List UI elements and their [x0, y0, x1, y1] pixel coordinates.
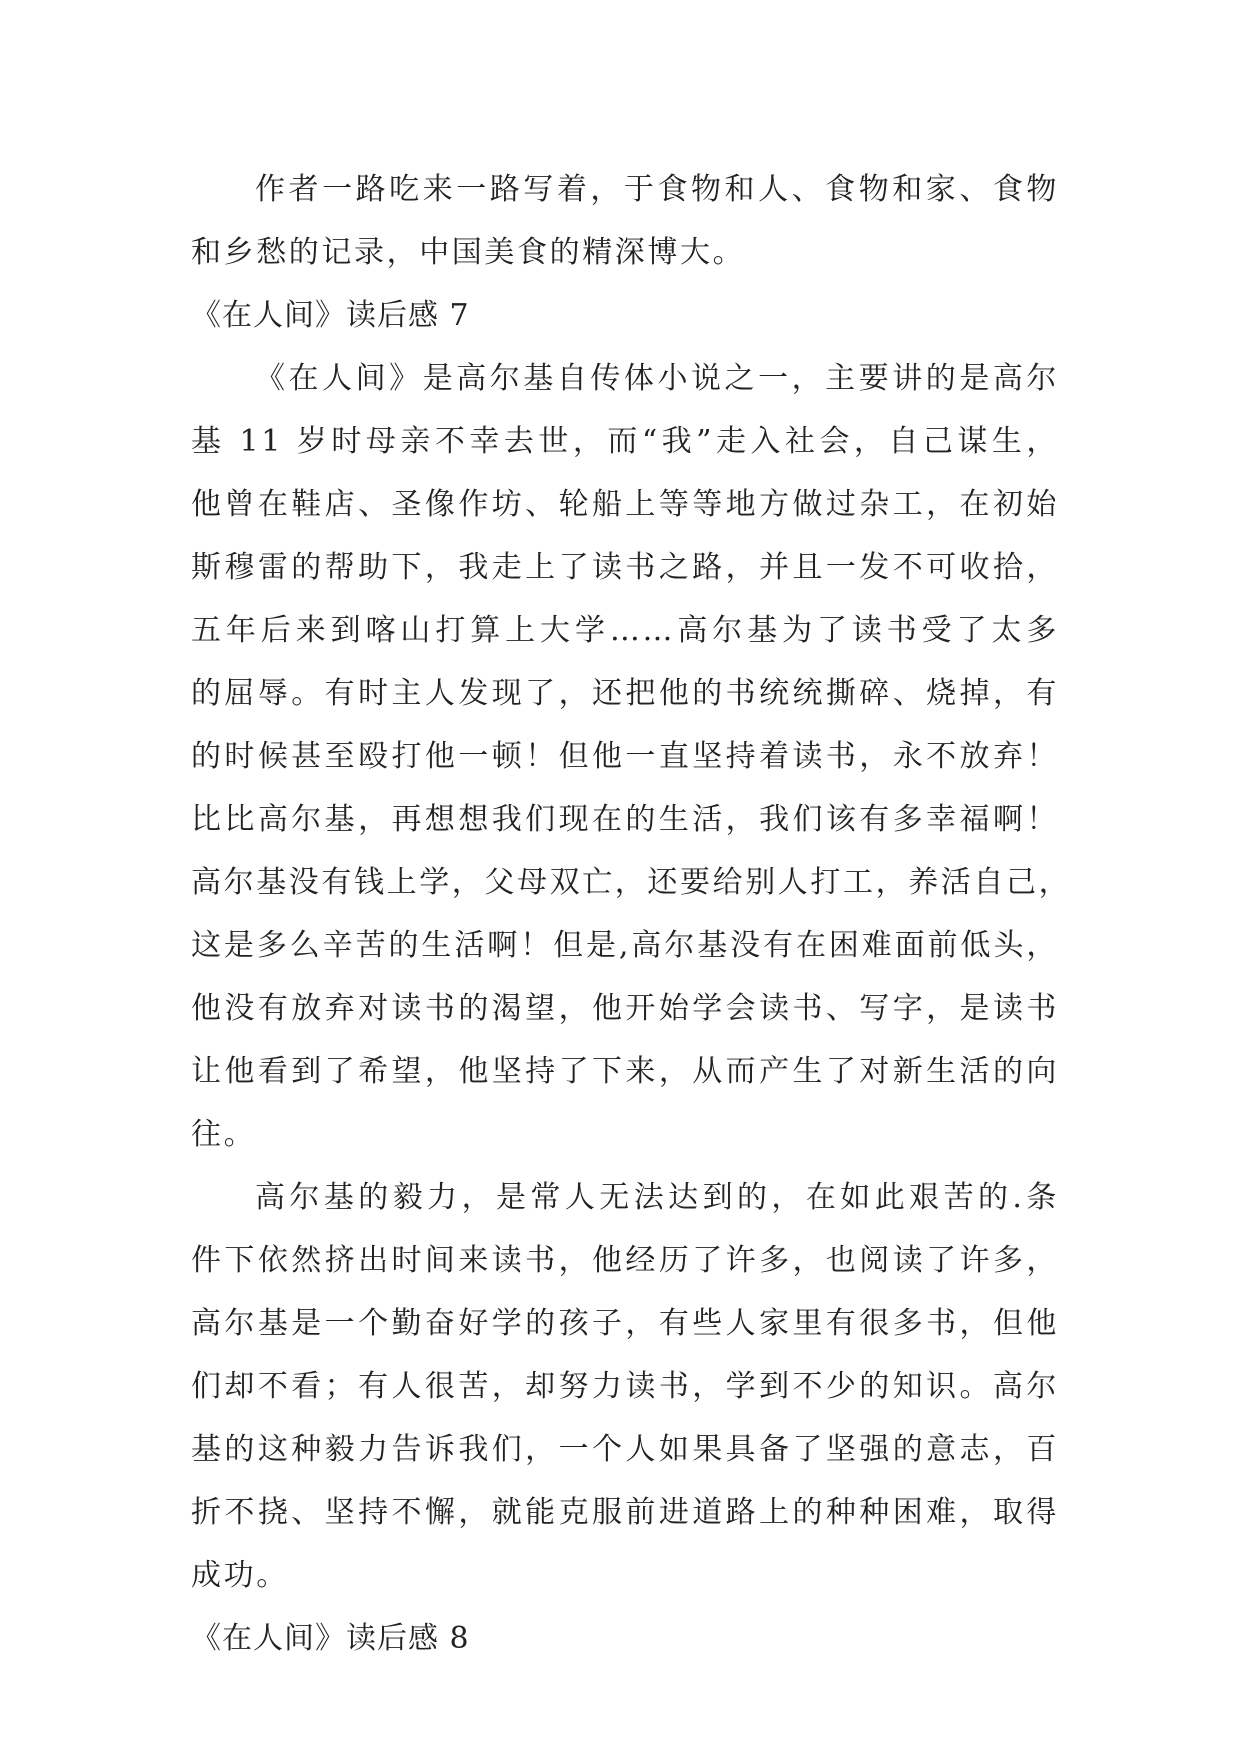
text-line: 让他看到了希望，他坚持了下来，从而产生了对新生活的向 — [191, 1054, 1059, 1089]
text-line: 折不挠、坚持不懈，就能克服前进道路上的种种困难，取得 — [191, 1495, 1059, 1530]
text-line: 高尔基没有钱上学，父母双亡，还要给别人打工，养活自己， — [191, 865, 1072, 900]
text-line: 高尔基的毅力，是常人无法达到的，在如此艰苦的.条 — [255, 1180, 1059, 1215]
section-heading-7: 《在人间》读后感 7 — [191, 298, 470, 333]
text-line: 基 11 岁时母亲不幸去世，而“我”走入社会，自己谋生， — [191, 424, 1059, 459]
text-line: 成功。 — [191, 1558, 289, 1593]
text-line: 的时候甚至殴打他一顿！但他一直坚持着读书，永不放弃！ — [191, 739, 1059, 774]
text-line: 作者一路吃来一路写着，于食物和人、食物和家、食物 — [255, 172, 1059, 207]
text-line: 这是多么辛苦的生活啊！但是,高尔基没有在困难面前低头， — [191, 928, 1059, 963]
paragraph-food-writing — [191, 158, 1059, 284]
text-line: 他曾在鞋店、圣像作坊、轮船上等等地方做过杂工，在初始 — [191, 487, 1059, 522]
text-line: 斯穆雷的帮助下，我走上了读书之路，并且一发不可收拾， — [191, 550, 1059, 585]
section-heading-8: 《在人间》读后感 8 — [191, 1621, 470, 1656]
text-line: 他没有放弃对读书的渴望，他开始学会读书、写字，是读书 — [191, 991, 1059, 1026]
text-line: 基的这种毅力告诉我们，一个人如果具备了坚强的意志，百 — [191, 1432, 1059, 1467]
text-line: 《在人间》是高尔基自传体小说之一，主要讲的是高尔 — [255, 361, 1059, 396]
text-line: 往。 — [191, 1117, 257, 1152]
text-line: 们却不看；有人很苦，却努力读书，学到不少的知识。高尔 — [191, 1369, 1059, 1404]
text-line: 件下依然挤出时间来读书，他经历了许多，也阅读了许多， — [191, 1243, 1059, 1278]
text-line: 的屈辱。有时主人发现了，还把他的书统统撕碎、烧掉，有 — [191, 676, 1059, 711]
document-body — [191, 158, 1072, 1670]
paragraph-gorky-perseverance — [191, 1166, 1059, 1607]
text-line: 和乡愁的记录，中国美食的精深博大。 — [191, 235, 746, 270]
text-line: 高尔基是一个勤奋好学的孩子，有些人家里有很多书，但他 — [191, 1306, 1059, 1341]
text-line: 比比高尔基，再想想我们现在的生活，我们该有多幸福啊！ — [191, 802, 1059, 837]
text-line: 五年后来到喀山打算上大学……高尔基为了读书受了太多 — [191, 613, 1059, 648]
paragraph-in-the-world-summary — [191, 347, 1072, 1166]
